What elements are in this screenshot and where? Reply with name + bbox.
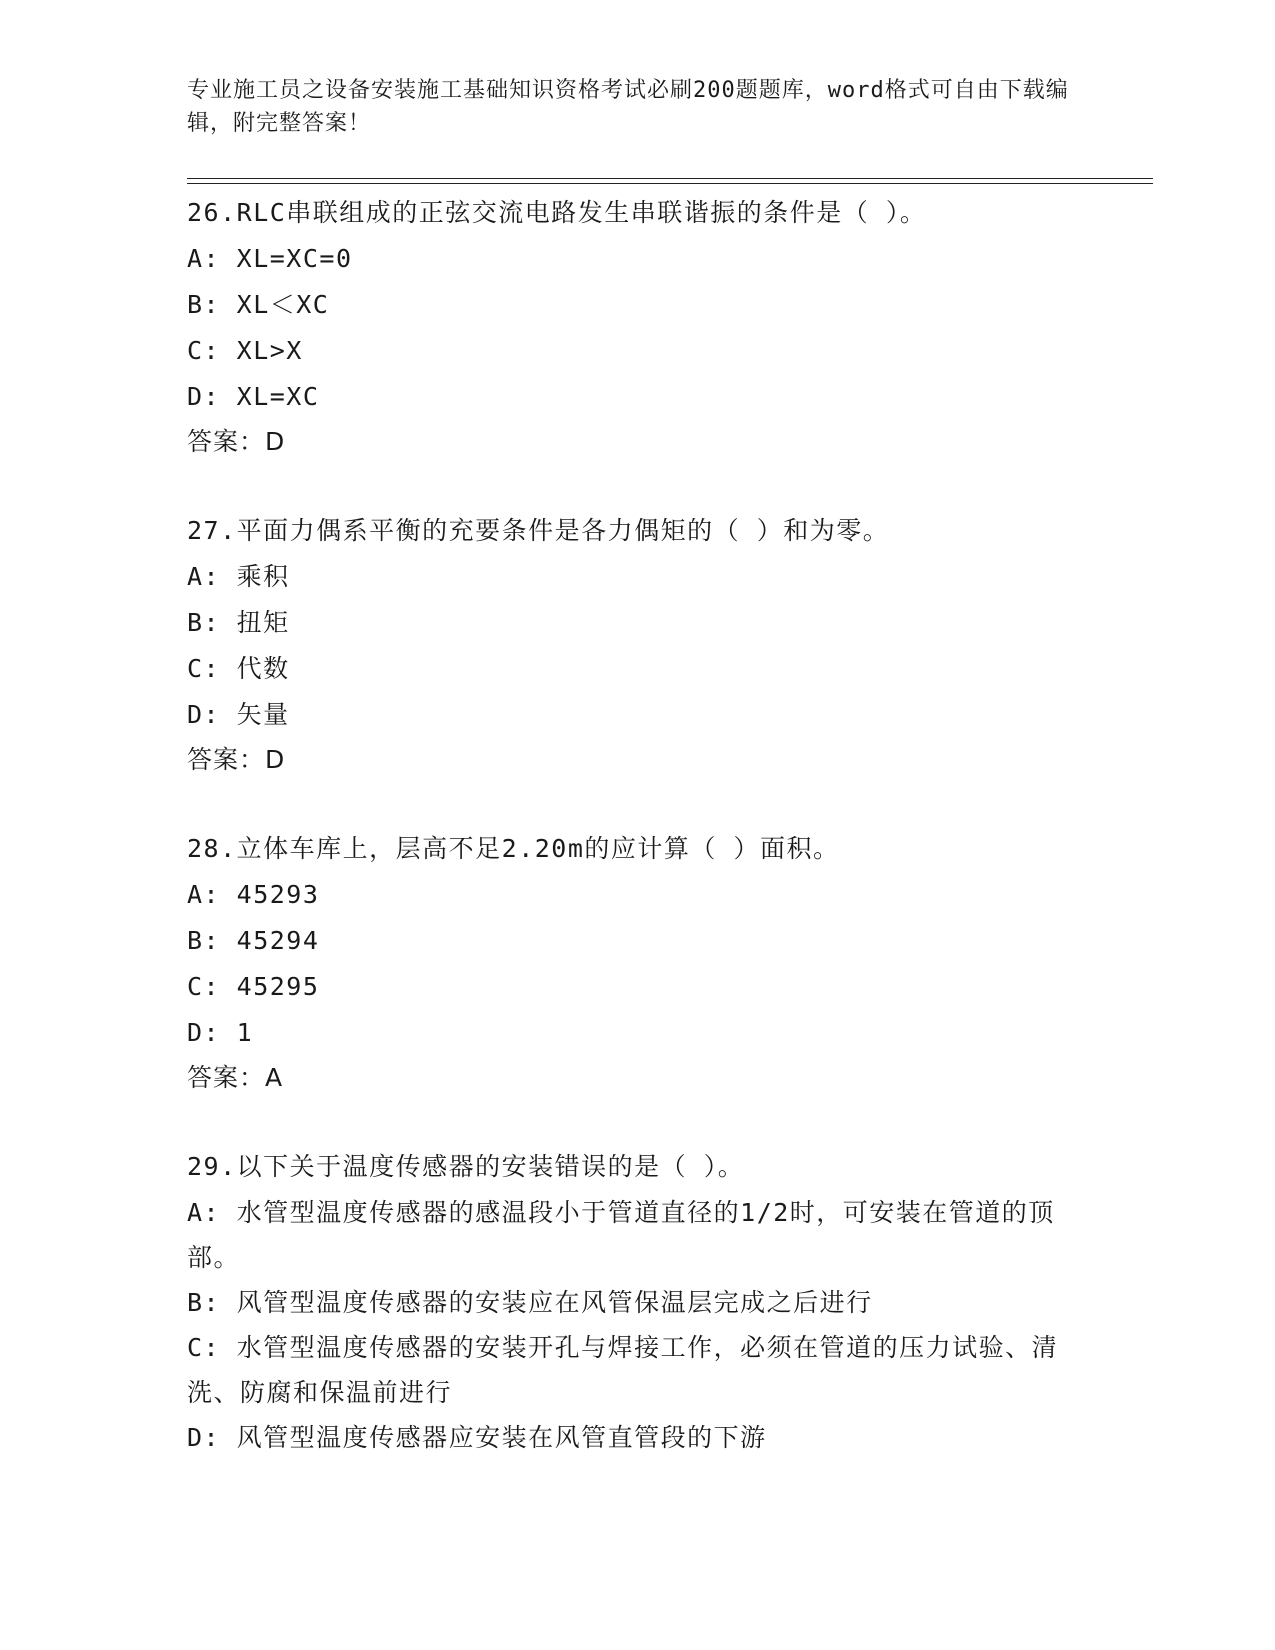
answer-line: 答案：D <box>187 427 286 456</box>
question-27 <box>187 508 1147 782</box>
option-d: D: XL=XC <box>187 382 320 411</box>
option-b: B: 扭矩 <box>187 608 290 637</box>
option-c: C: XL>X <box>187 336 303 365</box>
option-d: D: 风管型温度传感器应安装在风管直管段的下游 <box>187 1423 767 1452</box>
answer-line: 答案：D <box>187 745 286 774</box>
question-list <box>187 190 1147 1504</box>
question-text: 26.RLC串联组成的正弦交流电路发生串联谐振的条件是（ ）。 <box>187 198 927 227</box>
question-text: 29.以下关于温度传感器的安装错误的是（ ）。 <box>187 1152 745 1181</box>
option-c: C: 45295 <box>187 972 320 1001</box>
option-a: A: 水管型温度传感器的感温段小于管道直径的1/2时，可安装在管道的顶部。 <box>187 1198 1055 1272</box>
option-a: A: 乘积 <box>187 562 290 591</box>
question-26 <box>187 190 1147 464</box>
option-d: D: 1 <box>187 1018 254 1047</box>
option-b: B: XL＜XC <box>187 290 330 319</box>
question-text: 28.立体车库上，层高不足2.20m的应计算（ ）面积。 <box>187 834 840 863</box>
option-d: D: 矢量 <box>187 700 290 729</box>
document-page <box>187 0 1147 1650</box>
option-b: B: 45294 <box>187 926 320 955</box>
option-c: C: 水管型温度传感器的安装开孔与焊接工作，必须在管道的压力试验、清洗、防腐和保温前进行 <box>187 1333 1059 1407</box>
question-28 <box>187 826 1147 1100</box>
option-c: C: 代数 <box>187 654 290 683</box>
question-text: 27.平面力偶系平衡的充要条件是各力偶矩的（ ）和为零。 <box>187 516 890 545</box>
header-double-rule <box>187 178 1153 184</box>
answer-line: 答案：A <box>187 1063 284 1092</box>
option-a: A: XL=XC=0 <box>187 244 353 273</box>
option-a: A: 45293 <box>187 880 320 909</box>
document-header: 专业施工员之设备安装施工基础知识资格考试必刷200题题库，word格式可自由下载编辑，附完整答案！ <box>187 78 1069 136</box>
question-29 <box>187 1144 1147 1460</box>
option-b: B: 风管型温度传感器的安装应在风管保温层完成之后进行 <box>187 1288 873 1317</box>
